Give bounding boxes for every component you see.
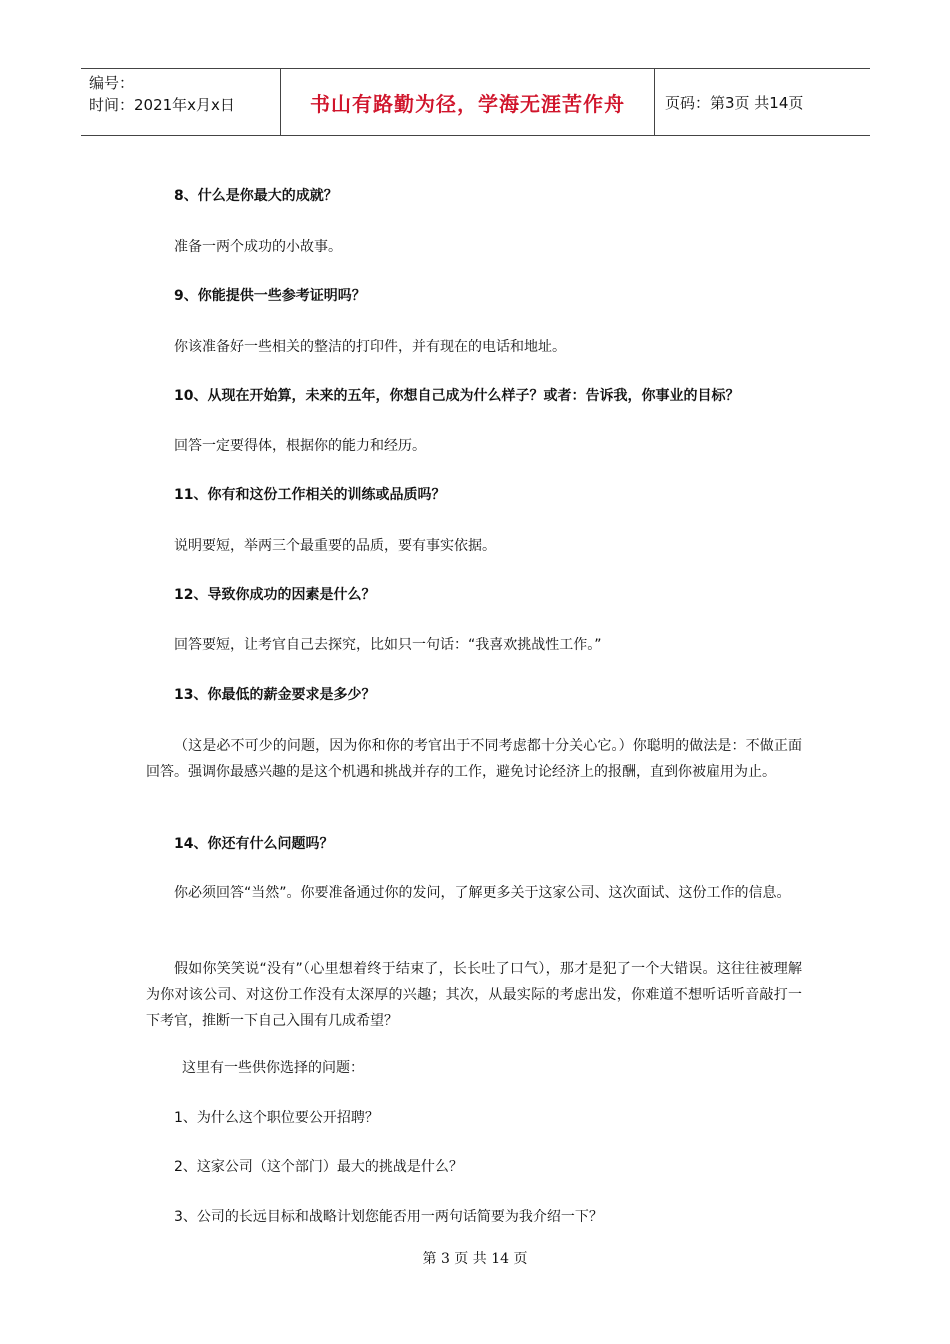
list-item: 3、公司的长远目标和战略计划您能否用一两句话简要为我介绍一下？ (174, 1209, 603, 1225)
question-13: 13、你最低的薪金要求是多少？ (174, 687, 376, 703)
answer-9: 你该准备好一些相关的整洁的打印件，并有现在的电话和地址。 (174, 339, 566, 355)
question-9: 9、你能提供一些参考证明吗？ (174, 288, 366, 304)
question-14: 14、你还有什么问题吗？ (174, 836, 334, 852)
answer-13-paragraph: （这是必不可少的问题，因为你和你的考官出于不同考虑都十分关心它。）你聪明的做法是：不做正面回答。强调你最感兴趣的是这个机遇和挑战并存的工作，避免讨论经济上的报酬，直到你被雇用为止。 (146, 738, 802, 780)
list-item: 2、这家公司（这个部门）最大的挑战是什么？ (174, 1159, 463, 1175)
page-header (81, 68, 870, 136)
answer-10: 回答一定要得体，根据你的能力和经历。 (174, 438, 426, 454)
page-footer: 第 3 页 共 14 页 (422, 1251, 528, 1267)
question-12: 12、导致你成功的因素是什么？ (174, 587, 376, 603)
question-11: 11、你有和这份工作相关的训练或品质吗？ (174, 487, 446, 503)
answer-8: 准备一两个成功的小故事。 (174, 239, 342, 255)
header-page-label: 页码：第3页 共14页 (665, 93, 804, 112)
answer-11: 说明要短，举两三个最重要的品质，要有事实依据。 (174, 538, 496, 554)
header-motto-cell (281, 69, 655, 135)
header-motto: 书山有路勤为径，学海无涯苦作舟 (310, 91, 625, 116)
document-date-label: 时间：2021年x月x日 (89, 96, 235, 114)
answer-12: 回答要短，让考官自己去探究，比如只一句话：“我喜欢挑战性工作。” (174, 637, 602, 653)
list-intro: 这里有一些供你选择的问题： (182, 1060, 364, 1076)
header-page-cell (655, 69, 870, 135)
document-number-label: 编号： (89, 74, 135, 92)
header-meta (81, 69, 281, 135)
question-8: 8、什么是你最大的成就？ (174, 188, 338, 204)
answer-14-paragraph-1: 你必须回答“当然”。你要准备通过你的发问，了解更多关于这家公司、这次面试、这份工作的信息。 (174, 885, 791, 901)
list-item: 1、为什么这个职位要公开招聘？ (174, 1110, 379, 1126)
question-10: 10、从现在开始算，未来的五年，你想自己成为什么样子？或者：告诉我，你事业的目标？ (174, 388, 740, 404)
answer-14-paragraph-2: 假如你笑笑说“没有”（心里想着终于结束了，长长吐了口气），那才是犯了一个大错误。这往往被理解为你对该公司、对这份工作没有太深厚的兴趣；其次，从最实际的考虑出发，你难道不想听话听音敲打一下考官，推断一下自己入围有几成希望？ (146, 961, 802, 1029)
